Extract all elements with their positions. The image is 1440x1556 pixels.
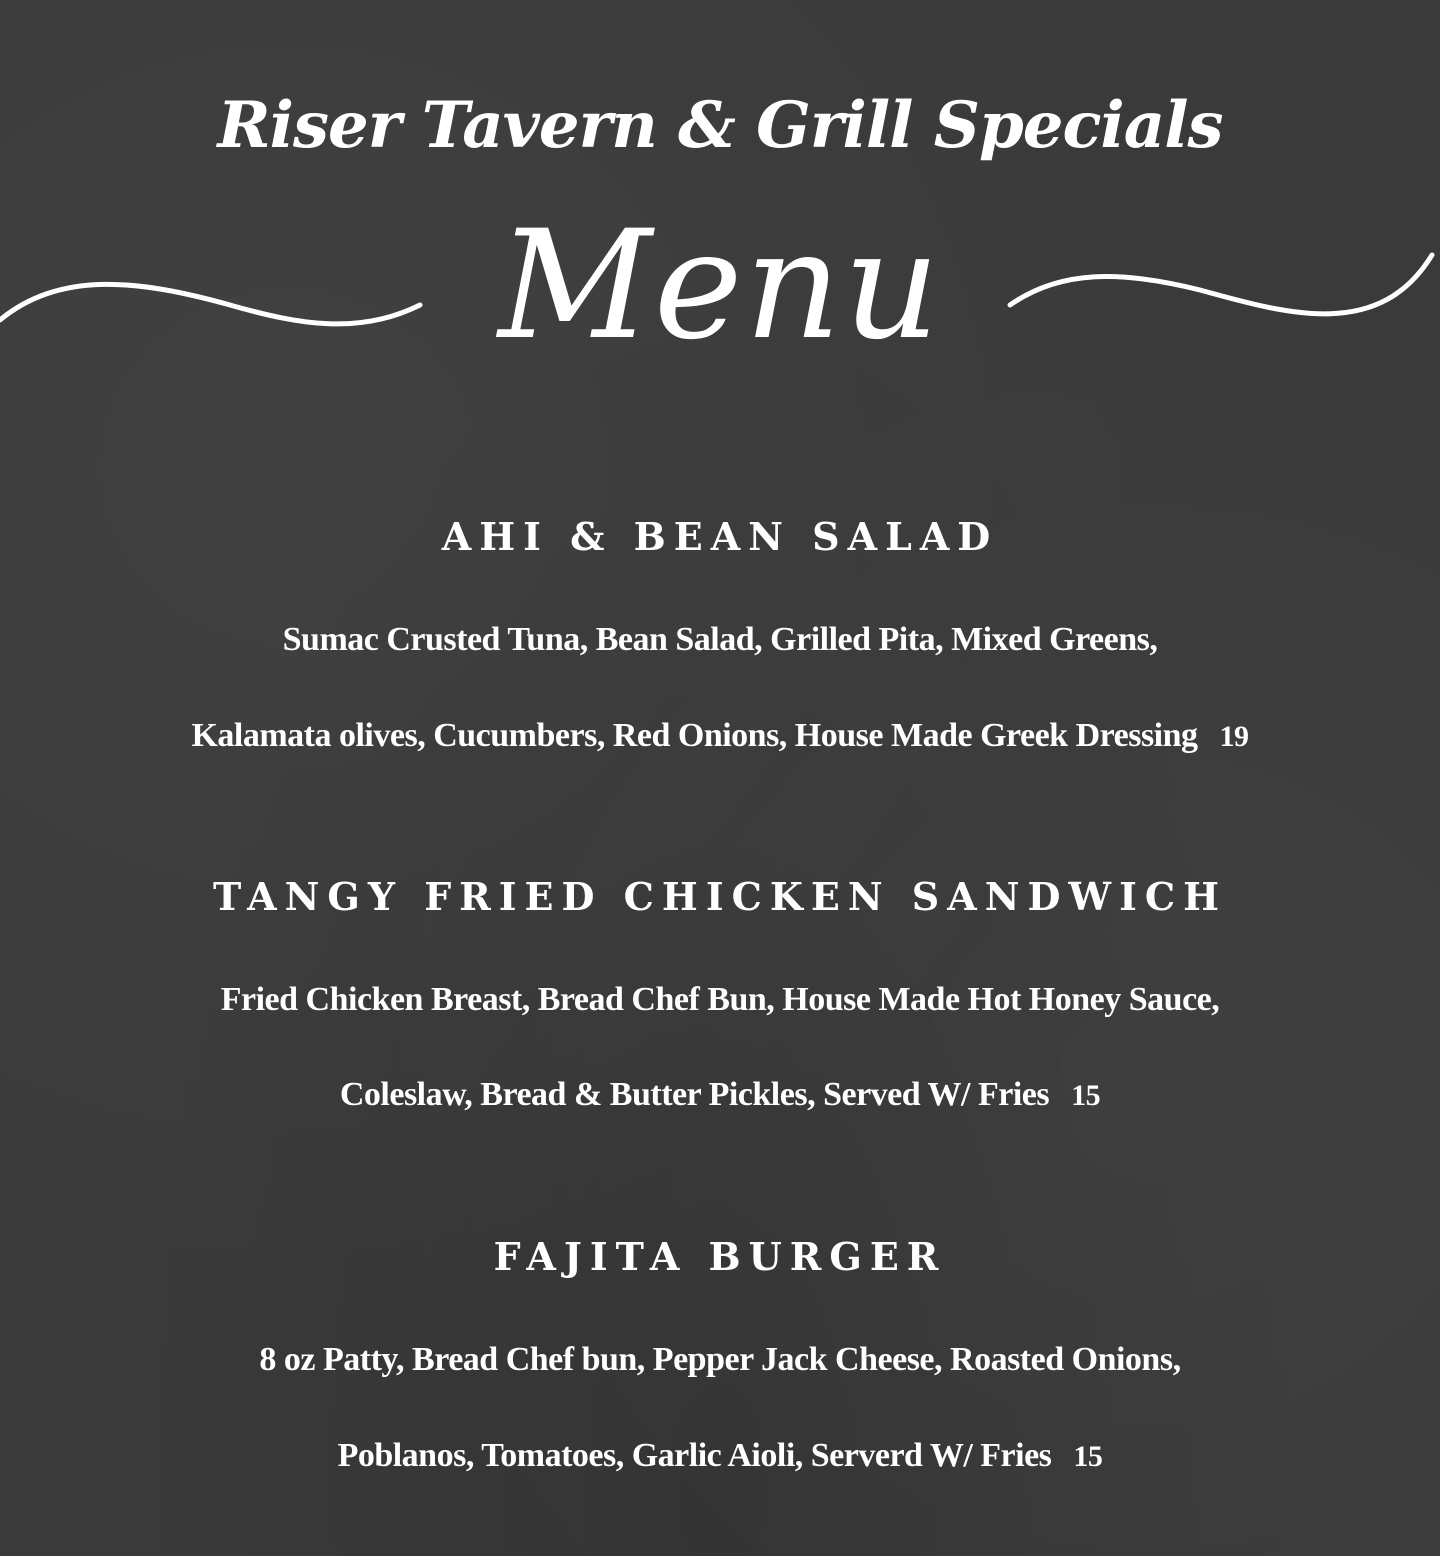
item-description-line-2 <box>0 1075 1440 1116</box>
restaurant-title: Riser Tavern & Grill Specials <box>217 88 1223 163</box>
item-name-ahi-bean-salad: AHI & BEAN SALAD <box>441 514 999 559</box>
item-description-text: Poblanos, Tomatoes, Garlic Aioli, Serverd W/ Fries <box>337 1437 1052 1474</box>
item-description-line-2 <box>0 1436 1440 1477</box>
item-description-line-2 <box>0 716 1440 757</box>
item-price: 19 <box>1219 720 1249 753</box>
item-name-tangy-fried-chicken-sandwich: TANGY FRIED CHICKEN SANDWICH <box>212 874 1228 919</box>
item-price: 15 <box>1073 1440 1103 1473</box>
item-description-line-1: 8 oz Patty, Bread Chef bun, Pepper Jack Cheese, Roasted Onions, <box>259 1341 1181 1378</box>
item-description-line-1: Sumac Crusted Tuna, Bean Salad, Grilled Pita, Mixed Greens, <box>282 621 1158 658</box>
item-description-text: Kalamata olives, Cucumbers, Red Onions, House Made Greek Dressing <box>191 717 1198 754</box>
item-description-line-1: Fried Chicken Breast, Bread Chef Bun, House Made Hot Honey Sauce, <box>220 981 1220 1018</box>
menu-heading: Menu <box>498 199 942 373</box>
item-name-fajita-burger: FAJITA BURGER <box>493 1234 947 1279</box>
item-description-text: Coleslaw, Bread & Butter Pickles, Served W/ Fries <box>339 1076 1050 1113</box>
item-price: 15 <box>1071 1079 1101 1112</box>
